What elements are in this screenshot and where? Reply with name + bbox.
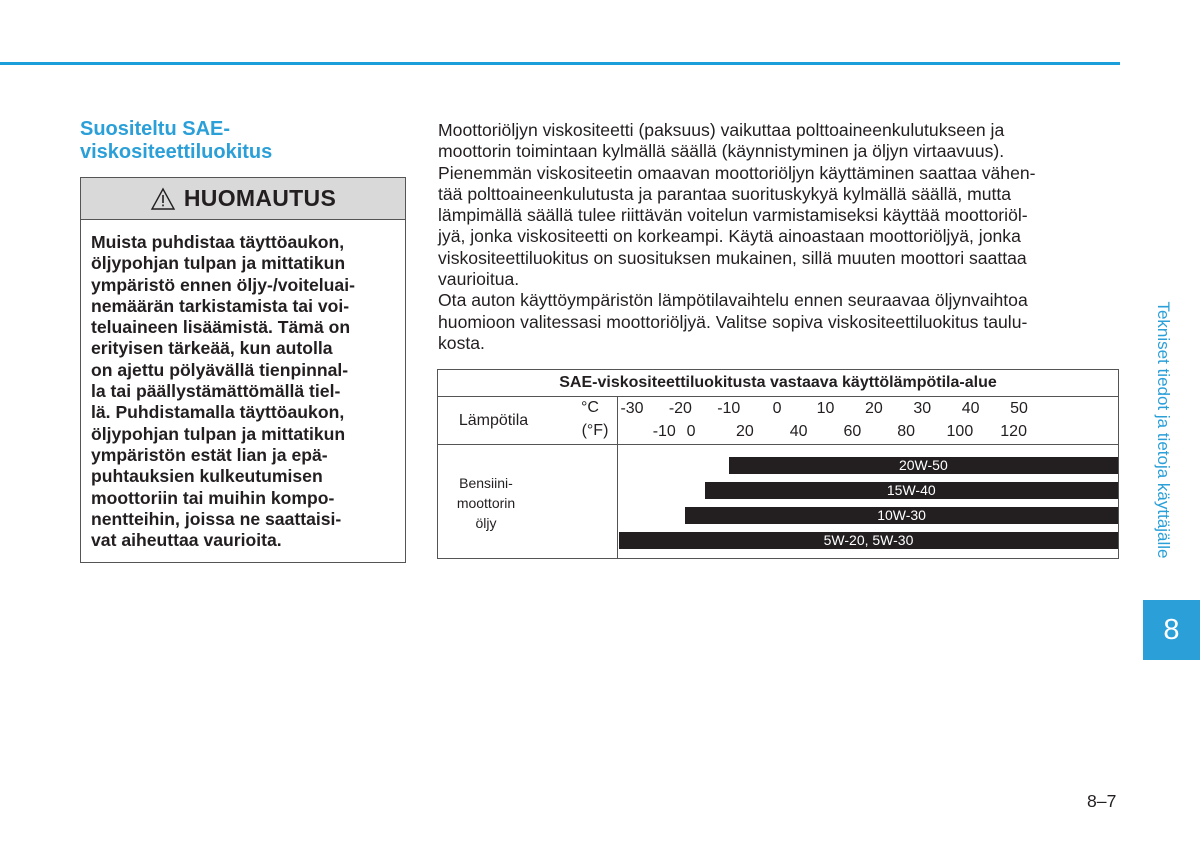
tick-f: 120 [1000,423,1027,440]
notice-title: HUOMAUTUS [183,185,337,211]
tick-f: 60 [843,423,862,440]
table-divider-horizontal [438,444,1118,445]
tick-f: 40 [789,423,808,440]
tick-f: 80 [897,423,916,440]
tick-c: 50 [1010,400,1028,417]
viscosity-bar: 10W-30 [685,507,1118,524]
top-rule [0,62,1120,65]
viscosity-bar: 15W-40 [705,482,1118,499]
tick-c: 10 [816,400,835,417]
tick-f: 0 [686,423,696,440]
fahrenheit-unit: (°F) [581,422,609,439]
body-text: Moottoriöljyn viskositeetti (paksuus) vaikuttaa polttoaineenkulutukseen ja moottorin toimintaan kylmällä säällä (käynnistyminen ja öljyn virtaavuus). Pienemmän viskositeetin omaavan moottoriöljyn käyttäminen saattaa vähen- tää polttoaineenkulutusta ja parantaa suorituskykyä kylmällä säällä, mutta lämpimällä säällä tulee riittävän voitelun varmistamiseksi käyttää moottoriöl- jyä, jonka viskositeetti on korkeampi. Käytä ainoastaan moottoriöljyä, jonka viskositeettiluokitus on suosituksen mukainen, sillä muuten moottori saattaa vaurioitua. Ota auton käyttöympäristön lämpötilavaihtelu ennen seuraavaa öljynvaihtoa huomioon valitessasi moottoriöljyä. Valitse sopiva viskositeettiluokitus taulu- kosta. [438,120,1036,353]
tick-c: -10 [717,400,741,417]
section-title: Suositeltu SAE- viskositeettiluokitus [80,118,273,163]
tick-f: 100 [946,423,974,440]
chapter-tab: 8 [1143,600,1200,660]
notice-box [80,177,406,563]
viscosity-bar: 5W-20, 5W-30 [619,532,1118,549]
tick-c: 20 [864,400,883,417]
viscosity-table [437,369,1119,559]
side-tab-label: Tekniset tiedot ja tietoja käyttäjälle [1154,301,1173,559]
celsius-unit: °C [581,399,599,416]
tick-c: 40 [961,400,980,417]
row-label-petrol-oil: Bensiini- moottorin öljy [456,475,516,531]
page-number: 8–7 [1087,791,1117,811]
side-tab [1143,275,1183,585]
tick-f: -10 [652,423,676,440]
notice-body: Muista puhdistaa täyttöaukon, öljypohjan tulpan ja mittatikun ympäristö ennen öljy-/voiteluai- nemäärän tarkistamista tai voi- teluaineen lisäämistä. Tämä on erityisen tärkeää, kun autolla on ajettu pölyävällä tienpinnal- la tai päällystämättömällä tiel- lä. Puhdistamalla täyttöaukon, öljypohjan tulpan ja mittatikun ympäristön estät lian ja epä- puhtauksien kulkeutumisen moottoriin tai muihin kompo- nentteihin, joissa ne saattaisi- vat aiheuttaa vaurioita. [91,232,355,551]
viscosity-bar: 20W-50 [729,457,1118,474]
warning-triangle-icon [150,187,176,211]
tick-c: 0 [772,400,782,417]
notice-header [81,178,405,220]
table-title: SAE-viskositeettiluokitusta vastaava käyttölämpötila-alue [438,370,1118,397]
temperature-label: Lämpötila [458,412,529,429]
table-divider-vertical [617,397,618,558]
tick-c: 30 [913,400,932,417]
tick-c: -20 [668,400,692,417]
tick-c: -30 [620,400,644,417]
tick-f: 20 [735,423,754,440]
